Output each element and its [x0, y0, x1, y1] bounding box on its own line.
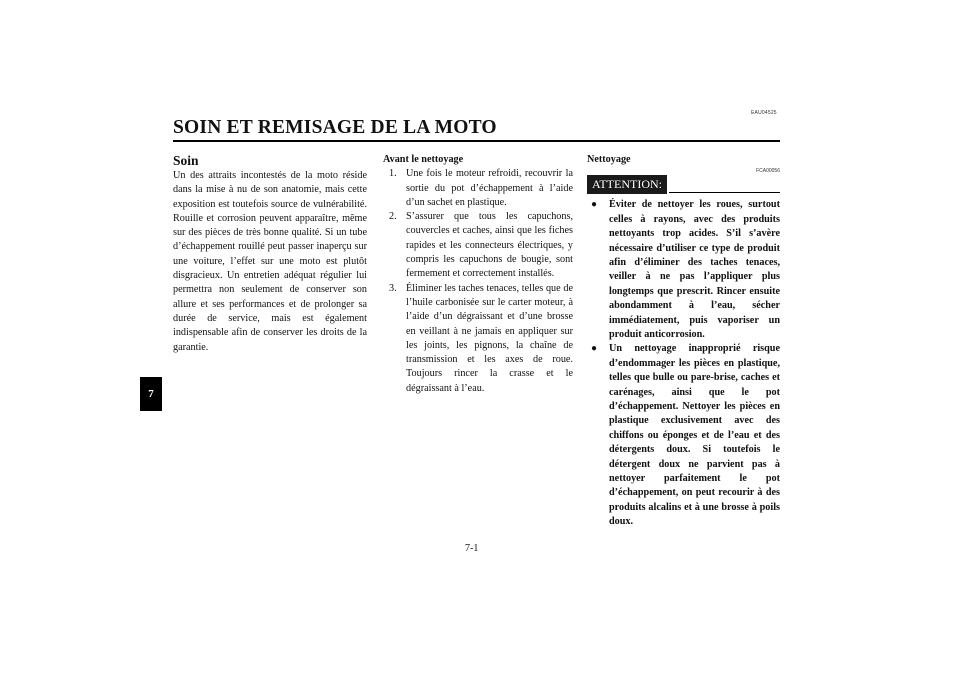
- step-number: 2.: [389, 211, 397, 223]
- list-item: [383, 167, 573, 210]
- column-nettoyage: [587, 153, 780, 530]
- list-item: [383, 210, 573, 281]
- step-text: S’assurer que tous les capuchons, couvercles et caches, ainsi que les fiches rapides et les connecteurs électriques, y compris les capuchons de bougie, sont fermement et correctement installés.: [406, 211, 573, 280]
- section-heading-soin: Soin: [173, 153, 199, 168]
- steps-list: [383, 167, 573, 396]
- attention-label: ATTENTION:: [587, 175, 667, 194]
- step-number: 1.: [389, 168, 397, 180]
- step-text: Éliminer les taches tenaces, telles que de l’huile carbonisée sur le carter moteur, à l’aide d’un dégraissant et d’une brosse en veillant à ne jamais en appliquer sur les joints, les pignons, la chaîne de transmission et les axes de roue. Toujours rincer la crasse et le dégraissant à l’eau.: [406, 282, 573, 394]
- document-code: EAU04525: [751, 110, 777, 116]
- column-soin: [173, 153, 367, 355]
- section-heading-avant-nettoyage: Avant le nettoyage: [383, 154, 464, 165]
- intro-paragraph: Un des attraits incontestés de la moto réside dans la mise à nu de son anatomie, mais cette exposition est toutefois source de vulnérabilité. Rouille et corrosion peuvent apparaître, même sur des pièces de très bonne qualité. Si un tube d’échappement rouillé peut passer inaperçu sur une voiture, l’effet sur une moto est plutôt disgracieux. Un entretien adéquat régulier lui permettra non seulement de conserver son allure et ses performances et de prolonger sa durée de service, mais est également indispensable afin de conserver les droits de la garantie.: [173, 170, 367, 353]
- list-item: [383, 282, 573, 396]
- list-item: [587, 342, 780, 529]
- step-text: Une fois le moteur refroidi, recouvrir la sortie du pot d’échappement à l’aide d’un sachet en plastique.: [406, 168, 573, 208]
- chapter-tab: 7: [140, 377, 162, 411]
- bullet-icon: ●: [591, 343, 598, 355]
- step-number: 3.: [389, 282, 397, 294]
- bullet-icon: ●: [591, 199, 598, 211]
- attention-rule: [669, 192, 780, 193]
- page-number: 7-1: [465, 543, 479, 554]
- attention-header: [587, 168, 780, 195]
- column-avant-nettoyage: [383, 153, 573, 396]
- page-title: SOIN ET REMISAGE DE LA MOTO: [173, 117, 780, 142]
- warning-list: [587, 198, 780, 529]
- warning-code: FCA00056: [756, 168, 780, 175]
- warning-text: Éviter de nettoyer les roues, surtout celles à rayons, avec des produits nettoyants trop acides. S’il s’avère nécessaire d’utiliser ce type de produit afin d’éliminer des taches tenaces, veiller à ne pas l’appliquer plus longtemps que prescrit. Rincer ensuite abondamment à l’eau, sécher immédiatement, puis vaporiser un produit anticorrosion.: [609, 199, 780, 340]
- section-heading-nettoyage: Nettoyage: [587, 154, 631, 165]
- list-item: [587, 198, 780, 342]
- warning-text: Un nettoyage inapproprié risque d’endommager les pièces en plastique, telles que bulle ou pare-brise, caches et carénages, ainsi que le pot d’échappement. Nettoyer les pièces en plastique exclusivement avec des chiffons ou éponges et de l’eau et des détergents doux. Si toutefois le détergent doux ne parvient pas à nettoyer parfaitement le pot d’échappement, on peut recourir à des produits alcalins et à une brosse à poils doux.: [609, 343, 780, 528]
